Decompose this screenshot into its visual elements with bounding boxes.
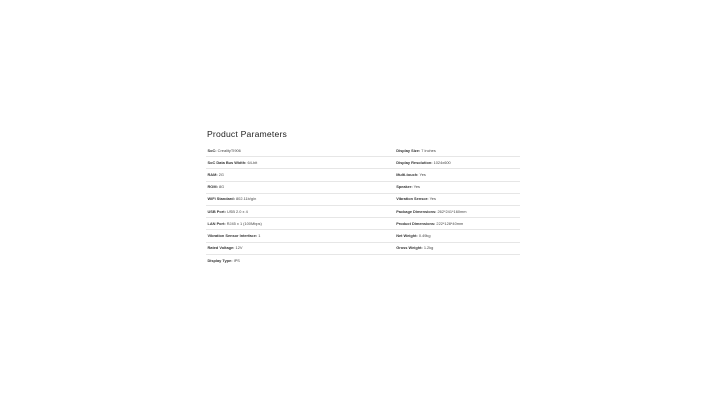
param-value: 1024x600 bbox=[433, 159, 451, 165]
param-value: 1 bbox=[258, 232, 261, 238]
param-cell bbox=[206, 196, 395, 202]
param-value: Yes bbox=[413, 184, 420, 190]
table-row bbox=[206, 230, 520, 242]
param-key: Product Dimensions: bbox=[396, 220, 436, 226]
param-cell bbox=[206, 245, 395, 251]
param-value: IPS bbox=[233, 257, 240, 263]
param-cell bbox=[206, 233, 395, 239]
param-key: Package Dimensions: bbox=[396, 208, 437, 214]
param-value: 7 inches bbox=[421, 147, 436, 153]
param-key: Multi-touch: bbox=[396, 171, 419, 177]
param-key: LAN Port: bbox=[207, 220, 226, 226]
param-cell bbox=[395, 209, 520, 215]
table-row bbox=[206, 145, 520, 157]
table-row bbox=[206, 206, 520, 218]
param-key: ROM: bbox=[207, 184, 218, 190]
param-value: 64-bit bbox=[247, 159, 258, 165]
table-row bbox=[206, 243, 520, 255]
param-key: Display Size: bbox=[396, 147, 421, 153]
param-cell bbox=[206, 221, 395, 227]
param-key: RAM: bbox=[207, 171, 218, 177]
param-value: 8G bbox=[218, 184, 225, 190]
param-key: SoC: bbox=[207, 147, 217, 153]
param-key: Display Resolution: bbox=[396, 159, 433, 165]
param-key: Display Type: bbox=[207, 257, 233, 263]
param-value: Yes bbox=[419, 171, 426, 177]
param-value: 222*128*40mm bbox=[436, 220, 464, 226]
param-cell bbox=[395, 148, 520, 154]
param-cell bbox=[206, 160, 395, 166]
param-value: Yes bbox=[429, 196, 436, 202]
param-key: Rated Voltage: bbox=[207, 245, 235, 251]
param-cell bbox=[395, 196, 520, 202]
param-value: 2G bbox=[218, 171, 224, 177]
param-value: 1.2kg bbox=[423, 245, 434, 251]
param-cell bbox=[395, 245, 520, 251]
table-row bbox=[206, 255, 520, 267]
parameters-table bbox=[206, 145, 520, 267]
param-cell bbox=[206, 258, 395, 264]
param-value: CrealityTI906 bbox=[217, 147, 241, 153]
param-key: Speaker: bbox=[396, 184, 413, 190]
param-key: WiFi Standard: bbox=[207, 196, 235, 202]
table-row bbox=[206, 169, 520, 181]
param-cell bbox=[395, 184, 520, 190]
param-key: SoC Data Bus Width: bbox=[207, 159, 247, 165]
param-value: 802.11b/g/n bbox=[236, 196, 257, 202]
param-value: USB 2.0 x 4 bbox=[226, 208, 248, 214]
param-cell bbox=[395, 221, 520, 227]
param-key: Vibration Sensor Interface: bbox=[207, 232, 258, 238]
param-value: 262*241*160mm bbox=[437, 208, 467, 214]
product-parameters-section bbox=[206, 128, 520, 267]
param-cell bbox=[395, 233, 520, 239]
param-value: 0.49kg bbox=[418, 232, 431, 238]
table-row bbox=[206, 218, 520, 230]
table-row bbox=[206, 182, 520, 194]
param-key: Net Weight: bbox=[396, 232, 418, 238]
param-cell bbox=[206, 148, 395, 154]
param-cell bbox=[395, 172, 520, 178]
param-cell bbox=[206, 184, 395, 190]
table-row bbox=[206, 194, 520, 206]
param-key: Gross Weight: bbox=[396, 245, 423, 251]
param-cell bbox=[206, 209, 395, 215]
param-value: 12V bbox=[235, 245, 243, 251]
table-row bbox=[206, 157, 520, 169]
section-title: Product Parameters bbox=[207, 129, 288, 139]
param-key: Vibration Sensor: bbox=[396, 196, 429, 202]
param-cell bbox=[206, 172, 395, 178]
param-value: RJ45 x 1 (100Mbps) bbox=[226, 220, 262, 226]
param-key: USB Port: bbox=[207, 208, 226, 214]
param-cell bbox=[395, 160, 520, 166]
